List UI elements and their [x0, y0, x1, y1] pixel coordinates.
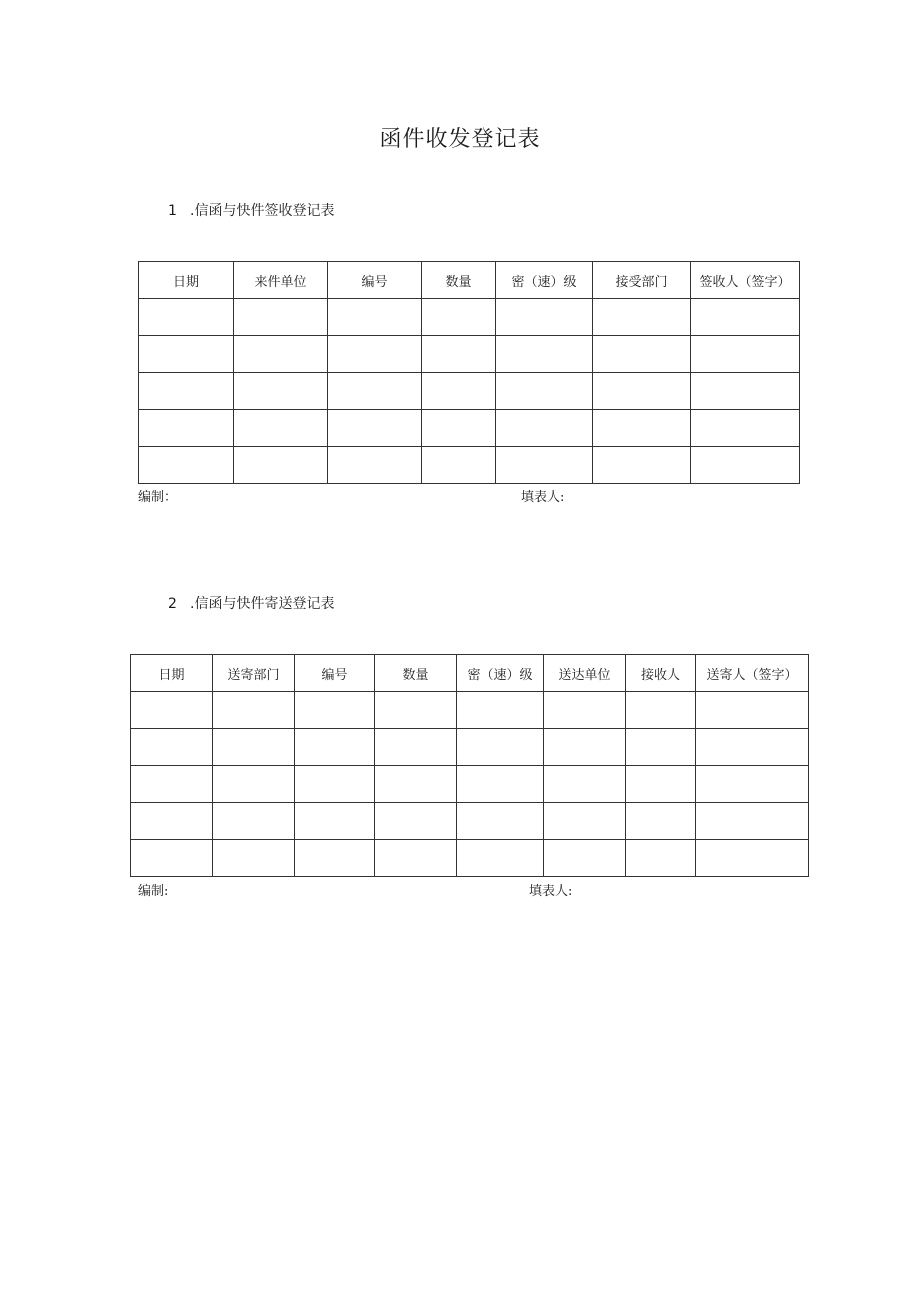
table-cell[interactable]: [544, 803, 626, 840]
table-cell[interactable]: [696, 729, 809, 766]
table-row: [131, 766, 809, 803]
col-header-date: 日期: [139, 262, 234, 299]
section-2-heading: [168, 593, 334, 613]
table-cell[interactable]: [496, 336, 593, 373]
table-cell[interactable]: [328, 373, 422, 410]
receipt-register-table: [138, 261, 800, 484]
table-cell[interactable]: [131, 729, 213, 766]
table-cell[interactable]: [139, 336, 234, 373]
table-cell[interactable]: [131, 840, 213, 877]
table-cell[interactable]: [375, 692, 457, 729]
table-cell[interactable]: [593, 447, 691, 484]
col-header-quantity: 数量: [375, 655, 457, 692]
table-row: [131, 840, 809, 877]
table-cell[interactable]: [139, 447, 234, 484]
table-cell[interactable]: [691, 447, 800, 484]
table-cell[interactable]: [213, 840, 295, 877]
col-header-quantity: 数量: [422, 262, 496, 299]
table-cell[interactable]: [457, 766, 544, 803]
table-cell[interactable]: [593, 299, 691, 336]
table-cell[interactable]: [234, 447, 328, 484]
table-cell[interactable]: [593, 410, 691, 447]
section-1-number: 1: [168, 203, 177, 219]
table-row: [139, 299, 800, 336]
table-cell[interactable]: [213, 729, 295, 766]
table-cell[interactable]: [691, 373, 800, 410]
table-row: [139, 410, 800, 447]
table-cell[interactable]: [496, 447, 593, 484]
table-cell[interactable]: [375, 803, 457, 840]
table-row: [131, 729, 809, 766]
table-cell[interactable]: [422, 336, 496, 373]
col-header-secrecy-level: 密（速）级: [457, 655, 544, 692]
table-row: [139, 373, 800, 410]
section-1-filler-label: 填表人:: [521, 490, 565, 505]
table-cell[interactable]: [626, 840, 696, 877]
table-cell[interactable]: [328, 336, 422, 373]
col-header-signer: 签收人（签字）: [691, 262, 800, 299]
table-cell[interactable]: [234, 299, 328, 336]
table-cell[interactable]: [626, 766, 696, 803]
table-cell[interactable]: [696, 692, 809, 729]
section-1-heading: [168, 200, 334, 220]
table-cell[interactable]: [213, 692, 295, 729]
col-header-receiving-dept: 接受部门: [593, 262, 691, 299]
table-cell[interactable]: [496, 373, 593, 410]
table-header-row: [131, 655, 809, 692]
table-row: [131, 803, 809, 840]
dispatch-register-table: [130, 654, 809, 877]
table-cell[interactable]: [213, 766, 295, 803]
table-cell[interactable]: [496, 410, 593, 447]
table-cell[interactable]: [139, 410, 234, 447]
table-cell[interactable]: [139, 299, 234, 336]
section-2-title: .信函与快件寄送登记表: [190, 596, 335, 612]
table-cell[interactable]: [593, 373, 691, 410]
table-cell[interactable]: [375, 729, 457, 766]
table-cell[interactable]: [295, 729, 375, 766]
table-cell[interactable]: [691, 299, 800, 336]
table-cell[interactable]: [131, 766, 213, 803]
table-cell[interactable]: [696, 840, 809, 877]
table-cell[interactable]: [422, 447, 496, 484]
table-cell[interactable]: [139, 373, 234, 410]
section-2-number: 2: [168, 596, 177, 612]
table-cell[interactable]: [544, 766, 626, 803]
table-cell[interactable]: [457, 840, 544, 877]
table-cell[interactable]: [234, 373, 328, 410]
table-cell[interactable]: [691, 336, 800, 373]
table-cell[interactable]: [375, 766, 457, 803]
table-cell[interactable]: [131, 692, 213, 729]
section-2-compiler-label: 编制:: [138, 884, 169, 899]
col-header-secrecy-level: 密（速）级: [496, 262, 593, 299]
page-title: 函件收发登记表: [379, 127, 541, 152]
table-cell[interactable]: [234, 410, 328, 447]
table-cell[interactable]: [544, 692, 626, 729]
table-cell[interactable]: [696, 803, 809, 840]
table-row: [139, 447, 800, 484]
table-cell[interactable]: [593, 336, 691, 373]
section-1-compiler-label: 编制：: [138, 490, 178, 505]
table-cell[interactable]: [422, 373, 496, 410]
table-cell[interactable]: [626, 803, 696, 840]
table-cell[interactable]: [295, 840, 375, 877]
table-cell[interactable]: [457, 803, 544, 840]
table-cell[interactable]: [626, 729, 696, 766]
table-cell[interactable]: [496, 299, 593, 336]
col-header-number: 编号: [295, 655, 375, 692]
table-row: [131, 692, 809, 729]
col-header-sender-unit: 来件单位: [234, 262, 328, 299]
table-cell[interactable]: [691, 410, 800, 447]
col-header-sending-dept: 送寄部门: [213, 655, 295, 692]
table-cell[interactable]: [544, 729, 626, 766]
table-header-row: [139, 262, 800, 299]
table-cell[interactable]: [131, 803, 213, 840]
table-cell[interactable]: [295, 766, 375, 803]
table-cell[interactable]: [626, 692, 696, 729]
table-cell[interactable]: [234, 336, 328, 373]
table-row: [139, 336, 800, 373]
table-cell[interactable]: [422, 299, 496, 336]
table-cell[interactable]: [213, 803, 295, 840]
table-cell[interactable]: [328, 299, 422, 336]
section-2-filler-label: 填表人:: [529, 884, 573, 899]
col-header-number: 编号: [328, 262, 422, 299]
table-cell[interactable]: [375, 840, 457, 877]
section-1-title: .信函与快件签收登记表: [190, 203, 335, 219]
col-header-destination-unit: 送达单位: [544, 655, 626, 692]
table-cell[interactable]: [457, 692, 544, 729]
table-cell[interactable]: [328, 447, 422, 484]
table-cell[interactable]: [422, 410, 496, 447]
col-header-recipient: 接收人: [626, 655, 696, 692]
col-header-sender-signature: 送寄人（签字）: [696, 655, 809, 692]
table-cell[interactable]: [457, 729, 544, 766]
col-header-date: 日期: [131, 655, 213, 692]
table-cell[interactable]: [295, 692, 375, 729]
table-cell[interactable]: [328, 410, 422, 447]
table-cell[interactable]: [696, 766, 809, 803]
table-cell[interactable]: [544, 840, 626, 877]
table-cell[interactable]: [295, 803, 375, 840]
